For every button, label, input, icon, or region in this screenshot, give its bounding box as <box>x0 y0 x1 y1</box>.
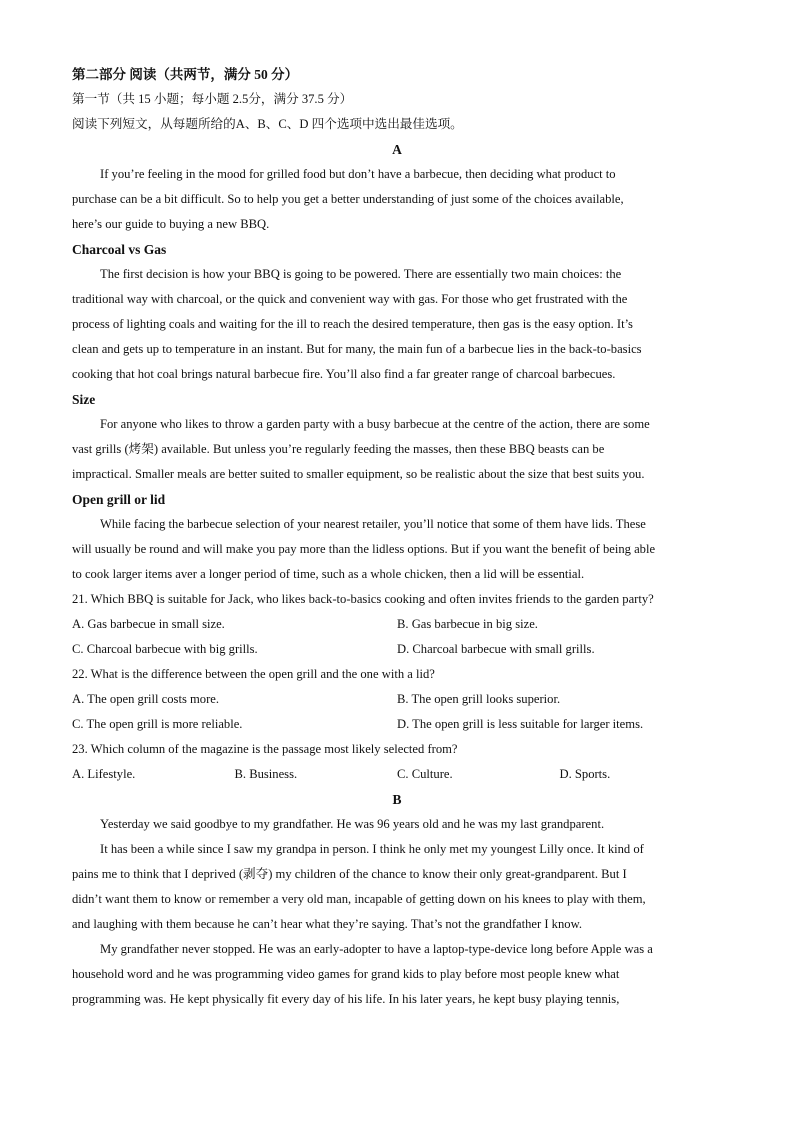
option-b: B. Gas barbecue in big size. <box>397 617 538 631</box>
instruction: 阅读下列短文，从每题所给的A、B、C、D 四个选项中选出最佳选项。 <box>72 117 463 131</box>
option-d: D. Charcoal barbecue with small grills. <box>397 642 595 656</box>
passage-a-label: A <box>392 142 402 157</box>
text-line: and laughing with them because he can’t hear what they’re saying. That’s not the grandfather I know. <box>72 917 582 931</box>
option-c: C. The open grill is more reliable. <box>72 717 243 731</box>
options-row <box>72 637 722 662</box>
option-b: B. The open grill looks superior. <box>397 692 561 706</box>
option-d: D. The open grill is less suitable for larger items. <box>397 717 644 731</box>
text-line: purchase can be a bit difficult. So to help you get a better understanding of just some of the choices available, <box>72 192 624 206</box>
paragraph-charcoal-vs-gas <box>72 262 722 387</box>
text-line: The first decision is how your BBQ is going to be powered. There are essentially two main choices: the <box>100 267 622 281</box>
text-line: vast grills (烤架) available. But unless you’re regularly feeding the masses, then these BBQ beasts can be <box>72 442 605 456</box>
passage-b-paragraph-3 <box>72 937 722 1012</box>
question-22 <box>72 662 722 737</box>
passage-b-paragraph-2 <box>72 837 722 937</box>
section-title: 第一节（共 15 小题；每小题 2.5分，满分 37.5 分） <box>72 92 353 106</box>
text-line: process of lighting coals and waiting for the ill to reach the desired temperature, then gas is the easy option. It’s <box>72 317 633 331</box>
text-line: household word and he was programming video games for grand kids to play before most people knew what <box>72 967 620 981</box>
text-line: here’s our guide to buying a new BBQ. <box>72 217 270 231</box>
question-21 <box>72 587 722 662</box>
option-a: A. Lifestyle. <box>72 767 136 781</box>
question-stem: 23. Which column of the magazine is the passage most likely selected from? <box>72 742 458 756</box>
text-line: While facing the barbecue selection of your nearest retailer, you’ll notice that some of them have lids. These <box>100 517 646 531</box>
heading-charcoal-vs-gas: Charcoal vs Gas <box>72 242 167 257</box>
text-line: My grandfather never stopped. He was an early-adopter to have a laptop-type-device long before Apple was a <box>100 942 653 956</box>
question-23 <box>72 737 722 787</box>
passage-b-paragraph-1 <box>72 812 722 837</box>
options-row <box>72 712 722 737</box>
option-b: B. Business. <box>234 767 298 781</box>
option-d: D. Sports. <box>559 767 611 781</box>
options-row <box>72 762 722 787</box>
heading-size: Size <box>72 392 96 407</box>
exam-page <box>72 62 722 1012</box>
paragraph-open-grill <box>72 512 722 587</box>
paragraph-size <box>72 412 722 487</box>
text-line: traditional way with charcoal, or the quick and convenient way with gas. For those who get frustrated with the <box>72 292 628 306</box>
passage-b-label: B <box>392 792 402 807</box>
text-line: impractical. Smaller meals are better suited to smaller equipment, so be realistic about the size that best suits you. <box>72 467 645 481</box>
text-line: didn’t want them to know or remember a very old man, incapable of getting down on his knees to play with them, <box>72 892 646 906</box>
text-line: clean and gets up to temperature in an instant. But for many, the main fun of a barbecue lies in the back-to-basics <box>72 342 642 356</box>
text-line: to cook larger items aver a longer period of time, such as a whole chicken, then a lid will be essential. <box>72 567 585 581</box>
question-stem: 21. Which BBQ is suitable for Jack, who likes back-to-basics cooking and often invites friends to the garden party? <box>72 592 654 606</box>
text-line: If you’re feeling in the mood for grilled food but don’t have a barbecue, then deciding what product to <box>100 167 616 181</box>
text-line: cooking that hot coal brings natural barbecue fire. You’ll also find a far greater range of charcoal barbecues. <box>72 367 616 381</box>
text-line: will usually be round and will make you pay more than the lidless options. But if you want the benefit of being able <box>72 542 656 556</box>
text-line: programming was. He kept physically fit every day of his life. In his later years, he kept busy playing tennis, <box>72 992 620 1006</box>
option-a: A. The open grill costs more. <box>72 692 220 706</box>
passage-a-intro <box>72 162 722 237</box>
text-line: For anyone who likes to throw a garden party with a busy barbecue at the centre of the action, there are some <box>100 417 650 431</box>
part-title: 第二部分 阅读（共两节，满分 50 分） <box>72 67 299 82</box>
text-line: Yesterday we said goodbye to my grandfather. He was 96 years old and he was my last grandparent. <box>100 817 605 831</box>
option-c: C. Charcoal barbecue with big grills. <box>72 642 258 656</box>
options-row <box>72 612 722 637</box>
text-line: It has been a while since I saw my grandpa in person. I think he only met my youngest Lilly once. It kind of <box>100 842 644 856</box>
text-line: pains me to think that I deprived (剥夺) my children of the chance to know their only great-grandparent. But I <box>72 867 627 881</box>
heading-open-grill-or-lid: Open grill or lid <box>72 492 166 507</box>
option-c: C. Culture. <box>397 767 453 781</box>
options-row <box>72 687 722 712</box>
question-stem: 22. What is the difference between the open grill and the one with a lid? <box>72 667 435 681</box>
option-a: A. Gas barbecue in small size. <box>72 617 225 631</box>
